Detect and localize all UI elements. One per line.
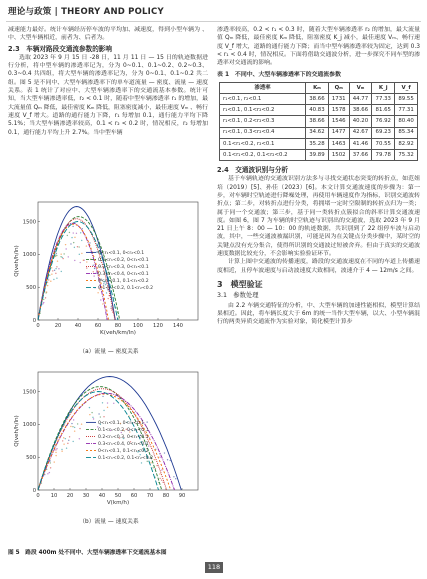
x-tick-label: 70 [146,493,154,499]
data-point [93,265,94,266]
table-row [220,116,418,127]
data-point [74,427,75,428]
data-point [63,253,64,254]
data-point [54,461,55,462]
series-line [38,222,118,321]
legend-label: 0<r₁<0.1, 0.1<r₂<0.2 [98,449,149,454]
data-point [97,292,98,293]
data-point [55,273,56,274]
table-cell: 38.66 [349,105,372,116]
table-row [220,93,418,104]
data-point [48,279,49,280]
data-point [66,447,67,448]
data-point [51,267,52,268]
data-point [73,242,74,243]
data-point [79,254,80,255]
data-point [110,308,111,309]
data-point [60,256,61,257]
chart-legend [86,250,153,291]
flow-speed-chart [10,366,208,516]
data-point [79,428,80,429]
data-point [111,306,112,307]
data-point [98,413,99,414]
data-point [50,462,51,463]
y-tick-label: 1500 [22,389,36,396]
data-point [56,448,57,449]
legend-label: 0<r₁<0.1, 0<r₂<0.1 [98,421,145,426]
section-heading-3: 3 模型验证 [217,279,263,289]
table-cell: 41.46 [349,138,372,149]
data-point [51,273,52,274]
table-header-cell: K_j [372,82,395,93]
data-point [73,232,74,233]
x-axis-label: K(veh/km/ln) [100,330,136,336]
data-point [159,473,160,474]
data-point [100,299,101,300]
page-number: 118 [205,562,223,573]
figure-5b-caption: （b）流量 — 速度关系 [79,519,139,525]
data-point [71,423,72,424]
x-axis-label: V(km/h) [106,500,130,506]
table-header-cell: 渗透率 [220,82,306,93]
data-point [86,261,87,262]
right-paragraph-1: 渗透率较高，0.2 < r₁ < 0.3 时，随着大型车辆渗透率 r₂ 的增加，最大流量值 Qₘ 降低，最佳密度 Kₘ 降低，阻塞密度 K_j 减小，最佳速度 Vₘ、畅行速度 V_f 增大，道路的通行能力下降；而当中型车辆渗透率较为固定，达到 0.3 < r₁ < 0.4 时，情况相反。下面将借助交通波分析，进一步探究不同车型的渗透率对交通流的影响。 [217,27,420,67]
data-point [81,228,82,229]
table-cell: 0.1<r₁<0.2, 0.1<r₂<0.2 [220,149,306,160]
x-tick-label: 40 [98,493,106,499]
table-cell: 42.67 [349,127,372,138]
table-header-cell: Kₘ [306,82,329,93]
data-point [113,403,114,404]
x-tick-label: 20 [54,323,62,329]
y-tick-label: 0 [32,317,36,324]
data-point [56,277,57,278]
data-point [89,407,90,408]
legend-label: 0.1<r₁<0.2, 0.1<r₂<0.2 [98,456,153,461]
data-point [76,233,77,234]
data-point [91,412,92,413]
table-cell: 77.31 [395,105,418,116]
data-point [72,441,73,442]
table-cell: 1463 [328,138,349,149]
y-tick-label: 500 [26,455,36,462]
x-tick-label: 80 [162,493,170,499]
data-point [103,410,104,411]
x-tick-label: 50 [114,493,122,499]
table-1 [219,82,418,161]
data-point [65,438,66,439]
data-point [74,247,75,248]
y-tick-label: 500 [26,285,36,292]
y-axis-label: Q(veh/h/ln) [14,415,20,447]
table-cell: 38.66 [306,93,329,104]
data-point [58,268,59,269]
table-cell: 1502 [328,149,349,160]
data-point [50,467,51,468]
data-point [69,436,70,437]
table-row [220,149,418,160]
data-point [154,459,155,460]
data-point [81,253,82,254]
y-tick-label: 1000 [22,252,36,259]
data-point [55,455,56,456]
figure-5a-caption: （a）流量 — 密度关系 [79,349,139,355]
data-point [100,416,101,417]
data-point [93,275,94,276]
data-point [159,478,160,479]
data-point [173,476,174,477]
x-tick-label: 60 [94,323,102,329]
data-point [89,414,90,415]
data-point [94,268,95,269]
table-cell: 38.66 [306,116,329,127]
data-point [63,443,64,444]
chart-legend [86,420,153,461]
data-point [77,423,78,424]
table-cell: 40.83 [306,105,329,116]
data-point [70,426,71,427]
table-cell: 85.34 [395,127,418,138]
data-point [106,292,107,293]
table-row [220,127,418,138]
right-paragraph-4: 由 2.2 车辆交通特征的分析，中、大型车辆的加速性能相似，模型计算结果相近。因此，将车辆长度大于 6m 的统一当作大型车辆，以大、小型车辆混行的两类异质交通流作为实验对象，简化模型计算步 [217,302,420,326]
section-heading-3-1: 3.1 参数处理 [217,292,259,300]
data-point [108,298,109,299]
data-point [74,430,75,431]
data-point [61,271,62,272]
x-tick-label: 20 [66,493,74,499]
x-tick-label: 80 [114,323,122,329]
legend-label: 0.3<r₁<0.4, 0<r₂<0.1 [98,442,149,447]
section-heading-2-3: 2.3 车辆对路段交通流参数的影响 [8,44,112,53]
table-cell: 79.78 [372,149,395,160]
data-point [47,285,48,286]
table-cell: 80.40 [395,116,418,127]
table-cell: r₁<0.1, 0.2<r₂<0.3 [220,116,306,127]
x-tick-label: 0 [36,323,40,329]
data-point [52,270,53,271]
data-point [55,268,56,269]
data-point [77,246,78,247]
table-cell: 40.20 [349,116,372,127]
table-cell: r₁<0.1, 0.1<r₂<0.2 [220,105,306,116]
data-point [111,310,112,311]
flow-density-chart [10,196,208,346]
data-point [74,237,75,238]
data-point [55,449,56,450]
data-point [42,303,43,304]
x-tick-label: 30 [82,493,90,499]
data-point [65,248,66,249]
data-point [62,257,63,258]
table-cell: 34.62 [306,127,329,138]
data-point [93,271,94,272]
data-point [54,270,55,271]
data-point [47,473,48,474]
table-cell: r₁<0.1, r₂<0.1 [220,93,306,104]
data-point [146,421,147,422]
y-tick-label: 1000 [22,422,36,429]
data-point [68,256,69,257]
table-1-caption: 表 1 不同中、大型车辆渗透率下的交通流参数 [217,72,341,79]
data-point [150,462,151,463]
table-cell: 35.28 [306,138,329,149]
data-point [92,417,93,418]
data-point [102,402,103,403]
data-point [71,237,72,238]
legend-label: 0<r₁<0.1, 0.1<r₂<0.2 [98,279,149,284]
table-cell: 70.55 [372,138,395,149]
data-point [83,260,84,261]
table-cell: 75.32 [395,149,418,160]
data-point [65,244,66,245]
table-cell: 81.65 [372,105,395,116]
data-point [70,243,71,244]
data-point [79,438,80,439]
data-point [55,256,56,257]
data-point [107,407,108,408]
data-point [156,465,157,466]
data-point [152,467,153,468]
legend-label: 0.1<r₁<0.2, 0<r₂<0.1 [98,258,149,263]
table-cell: 82.92 [395,138,418,149]
data-point [60,253,61,254]
figure-5-caption: 图 5 路段 400m 处不同中、大型车辆渗透率下交通流基本图 [8,550,167,556]
data-point [57,260,58,261]
table-cell: 76.92 [372,116,395,127]
data-point [81,423,82,424]
legend-label: 0<r₁<0.1, 0<r₂<0.1 [98,251,145,256]
data-point [161,469,162,470]
table-cell: 1546 [328,116,349,127]
x-tick-label: 140 [173,323,183,329]
data-point [86,267,87,268]
left-paragraph-1: 减速能力最好。统计车辆经历停车波的平均加、减速度，得到小型车辆为 、中、大型车辆相近，前者为、后者为。 [8,27,208,42]
table-cell: 89.55 [395,93,418,104]
table-header-row [220,82,418,93]
table-cell: 0.1<r₁<0.2, r₂<0.1 [220,138,306,149]
table-row [220,105,418,116]
data-point [56,255,57,256]
journal-section-title: 理论与政策 | THEORY AND POLICY [8,7,164,17]
data-point [78,246,79,247]
data-point [162,482,163,483]
table-cell: 1578 [328,105,349,116]
right-paragraph-2: 基于车辆轨迹的交通波识别方法多与寻找交通状态突变的转折点，如范姐培（2019）[5]、孙佳（2023）[6]。本文计算交通波速度的步骤为：第一步，对车辆时空轨迹进行降噪处理，再使用车辆速度作为指标，识别交通波转折点；第二步，对转折点进行分类，将拥堵一定时空限制的转折点归为一类；属于同一个交通波；第三步，基于同一类转折点簇拟合的斜率计算交通波速度。如图 6，图 7 为车辆的时空轨迹与识别出的交通波，选取 2023 年 9 月 21 日上午 8：00 — 10：00 的轨迹数据，共识别到了 22 组停车波与启动波，其中，一些交通波被漏识别，可能是因为在关键点分类步骤中，某时空的关键点没有充分集合，使得所识别的交通波过短被舍弃。但由于真实的交通波速度数据比较充分，不会影响实验验证环节。 [217,176,420,258]
data-point [93,418,94,419]
data-point [74,260,75,261]
right-column [217,26,420,326]
data-point [141,462,142,463]
data-point [63,437,64,438]
table-cell: 1477 [328,127,349,138]
data-point [107,402,108,403]
data-point [161,480,162,481]
data-point [80,232,81,233]
legend-label: 0.1<r₁<0.2, 0.1<r₂<0.2 [98,286,153,291]
data-point [89,242,90,243]
data-point [55,452,56,453]
legend-label: 0.2<r₁<0.3, 0<r₂<0.1 [98,435,149,440]
data-point [86,245,87,246]
data-point [167,459,168,460]
data-point [159,457,160,458]
table-cell: 44.77 [349,93,372,104]
table-cell: 37.66 [349,149,372,160]
legend-label: 0.3<r₁<0.4, 0<r₂<0.1 [98,272,149,277]
table-header-cell: Vₘ [349,82,372,93]
data-point [164,452,165,453]
data-point [56,266,57,267]
data-point [80,262,81,263]
x-tick-label: 90 [178,493,186,499]
x-tick-label: 120 [153,323,163,329]
data-point [56,253,57,254]
left-paragraph-2: 选取 2023 年 9 月 15 日 -28 日，11 月 11 日 — 15 日的轨迹数据进行分析，将中型车辆的渗透率记为，分为 0~0.1、0.1~0.2、0.2~0.3、0.3~0.4 共四组，将大型车辆的渗透率记为，分为 0~0.1、0.1~0.2 共二组。图 5 是不同中、大型车辆渗透率下的单车道流量 — 密度、流量 — 速度关系。表 1 统计了对应中、大型车辆渗透率下的交通流基本参数。统计可知，当大型车辆渗透率低，r₂ < 0.1 时，随着中型车辆渗透率 r₁ 的增加，最大流量值 Qₘ 降低，最佳密度 Kₘ 降低，阻塞密度减小，最佳速度 Vₘ 、畅行速度 V_f 增大。道路的通行能力下降，r₁ 每增加 0.1，通行能力平均下降 5.1%；当大型车辆渗透率较高，0.1 < r₂ < 0.2 时，情况相反，r₂ 每增加 0.1，通行能力平均上升 2.7%。当中型车辆 [8,54,208,136]
x-tick-label: 10 [50,493,58,499]
x-tick-label: 40 [74,323,82,329]
left-column [8,26,208,137]
data-point [68,440,69,441]
data-point [81,240,82,241]
x-tick-label: 100 [133,323,143,329]
data-point [49,472,50,473]
data-point [61,449,62,450]
data-point [102,396,103,397]
table-cell: 1731 [328,93,349,104]
section-heading-2-4: 2.4 交通波识别与分析 [217,166,289,175]
data-point [73,419,74,420]
x-tick-label: 0 [36,493,40,499]
data-point [102,303,103,304]
table-cell: 39.89 [306,149,329,160]
y-tick-label: 0 [32,487,36,494]
figure-5b [10,366,208,524]
data-point [67,235,68,236]
running-header [6,4,421,20]
data-point [72,426,73,427]
data-point [53,279,54,280]
data-point [67,443,68,444]
table-cell: 77.33 [372,93,395,104]
data-point [49,274,50,275]
header-rule [6,21,421,22]
right-paragraph-3: 计算上图中交通波的传播速度，路段的交通波速度在不同的车道上传播速度相近，且停车波速度与启动波速度大致相同，波速介于 4 — 12m/s 之间。 [217,259,420,274]
data-point [46,291,47,292]
data-point [43,299,44,300]
legend-label: 0.2<r₁<0.3, 0<r₂<0.1 [98,265,149,270]
data-point [175,478,176,479]
data-point [43,302,44,303]
table-cell: r₁<0.1, 0.3<r₂<0.4 [220,127,306,138]
y-axis-label: Q(veh/h/ln) [14,245,20,277]
table-header-cell: Qₘ [328,82,349,93]
data-point [45,297,46,298]
series-line [38,392,159,491]
data-point [69,232,70,233]
legend-label: 0.1<r₁<0.2, 0<r₂<0.1 [98,428,149,433]
x-tick-label: 60 [130,493,138,499]
data-point [61,451,62,452]
y-tick-label: 1500 [22,219,36,226]
data-point [62,440,63,441]
table-header-cell: V_f [395,82,418,93]
data-point [72,226,73,227]
data-point [103,416,104,417]
table-row [220,138,418,149]
figure-5a [10,196,208,354]
data-point [50,281,51,282]
table-cell: 69.23 [372,127,395,138]
data-point [62,258,63,259]
